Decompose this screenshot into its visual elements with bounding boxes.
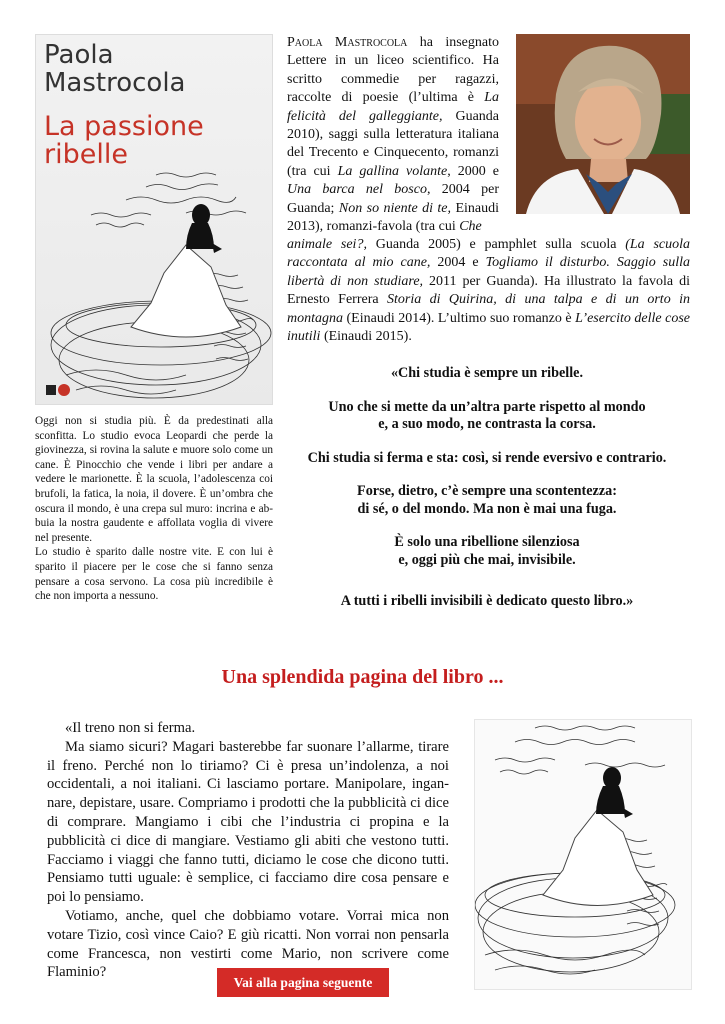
excerpt-paragraph: Votiamo, anche, quel che dobbiamo votare. Vorrai mica non votare Tizio, così vince Caio? E giù ricatti. Non vorrai non pensarla come Francesca, non vestirti come Mario, non scrivere come Flaminio? <box>47 907 449 981</box>
publisher-logo-icon <box>46 385 56 395</box>
cover-title: La passione ribelle <box>44 111 204 170</box>
publisher-mark-icon <box>58 384 70 396</box>
quote-line: Chi studia si ferma e sta: così, si rende eversivo e contrario. <box>307 449 667 466</box>
quote-line: «Chi studia è sempre un ribelle. <box>390 365 584 381</box>
author-photo <box>516 34 690 214</box>
excerpt-paragraph: «Il treno non si ferma. <box>65 720 196 736</box>
author-bio-continued: animale sei?, Guanda 2005) e pamphlet sulla scuola (La scuola raccontata al mio cane, 2004 e Togliamo il disturbo. Saggio sulla libertà di non studiare, 2011 per Guanda). Ha illustrato la favola di Ernesto Ferrera Storia di Quirina, di una talpa e di un orto in montagna (Einaudi 2014). L’ultimo suo romanzo è L’esercito delle cose inutili (Einaudi 2015). <box>287 237 691 345</box>
excerpt-paragraph: Ma siamo sicuri? Magari basterebbe far suonare l’allarme, tirare il freno. Perché non lo tiriamo? Ci è presa un’indolenza, a noi occidentali, a noi italiani. Ci lasciamo portare. Manipolare, ingannare, depistare, usare. Compriamo i prodotti che la pubblicità ci dice di comprare. Mangiamo i cibi che l’industria ci propina e la pubblicità ci dice di mangiare. Vestiamo gli abiti che vestono tutti. Facciamo i viaggi che fanno tutti, diciamo le cose che dicono tutti. Pensiamo tutti uguale: è semplice, ci facciamo dire cosa pensare e poi lo pensiamo. <box>47 738 449 906</box>
quote-line: È solo una ribellione silenziosa e, oggi più che mai, invisibile. <box>394 534 580 568</box>
blurb-paragraph: Lo studio è sparito dalle nostre vite. E con lui è sparito il piacere per le cose che si fanno senza pensare a cosa servono. La cosa più incredibile è che non importa a nessuno. <box>35 546 273 603</box>
section-heading: Una splendida pagina del libro ... <box>221 666 504 688</box>
excerpt-text <box>47 719 449 982</box>
book-quote <box>283 365 691 611</box>
blurb-paragraph: Oggi non si studia più. È da predestinati alla sconfitta. Lo studio evoca Leopardi che perde la giovinezza, si rovina la salute e muore solo come un cane. È Pinocchio che vende i libri per andare a vedere le marionette. È la scuola, l’adolescenza coi brufoli, la fatica, la noia, il dovere. È un’ombra che oscura il mondo, è una crepa sul muro: incrina e abbuia la nostra gaudente e affollata voglia di vivere nel presente. <box>35 415 273 544</box>
quote-line: A tutti i ribelli invisibili è dedicato questo libro.» <box>340 593 634 609</box>
author-bio: Paola Mastrocola ha insegnato Lettere in un liceo scientifico. Ha scritto commedie per ragazzi, raccolte di poesie (l’ultima è La felicità del galleggiante, Guanda 2010), saggi sulla letteratura italiana del Trecento e Cinquecento, romanzi (tra cui La gallina volante, 2000 e Una barca nel bosco, 2004 per Guanda; Non so niente di te, Einaudi 2013), romanzi-favola (tra cui Che <box>287 35 500 235</box>
book-cover <box>35 34 273 405</box>
next-page-button[interactable]: Vai alla pagina seguente <box>217 968 389 997</box>
quote-line: Forse, dietro, c’è sempre una scontentezza: di sé, o del mondo. Ma non è mai una fuga. <box>357 483 617 517</box>
book-blurb <box>35 414 273 604</box>
author-name: Paola Mastrocola <box>287 35 408 50</box>
cover-author: Paola Mastrocola <box>44 40 186 98</box>
excerpt-illustration <box>474 719 692 990</box>
quote-line: Uno che si mette da un’altra parte rispetto al mondo e, a suo modo, ne contrasta la corsa. <box>328 398 646 432</box>
